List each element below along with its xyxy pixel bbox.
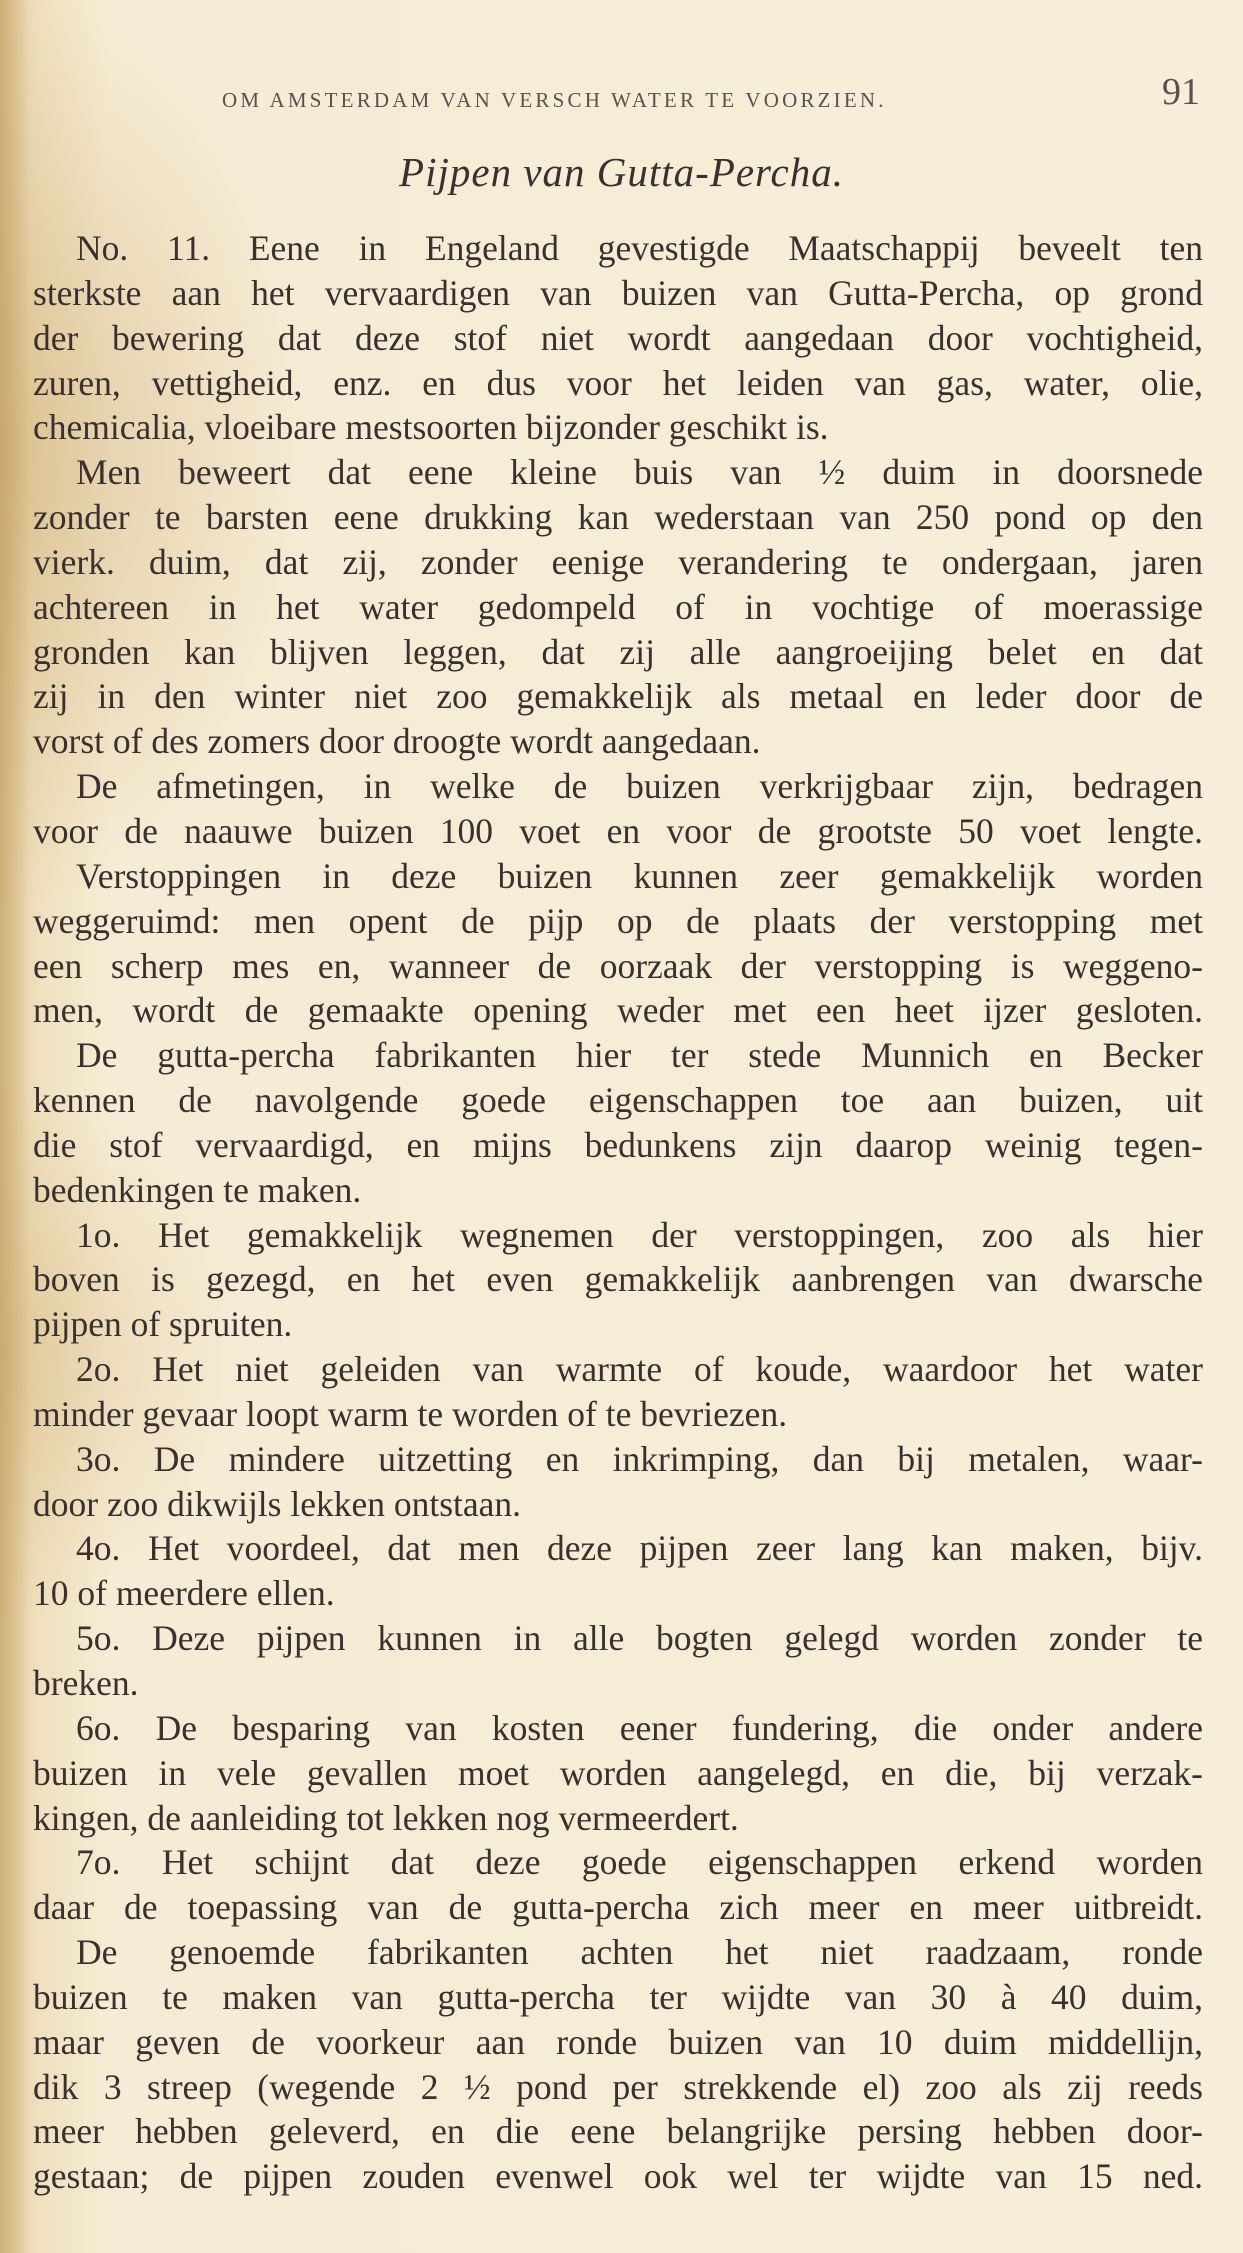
body-text xyxy=(33,226,1203,2199)
page-gutter-shading xyxy=(0,0,30,2253)
text-line: 2o. Het niet geleiden van warmte of koude, waardoor het water xyxy=(76,1349,1203,1390)
text-line: buizen te maken van gutta-percha ter wijdte van 30 à 40 duim, xyxy=(33,1976,1203,2017)
text-line: maar geven de voorkeur aan ronde buizen van 10 duim middellijn, xyxy=(33,2021,1203,2062)
text-line: sterkste aan het vervaardigen van buizen van Gutta-Percha, op grond xyxy=(33,272,1203,313)
text-line: pijpen of spruiten. xyxy=(33,1304,293,1345)
text-line: meer hebben geleverd, en die eene belangrijke persing hebben door- xyxy=(33,2111,1203,2152)
section-title: Pijpen van Gutta-Percha. xyxy=(399,149,844,195)
text-line: Verstoppingen in deze buizen kunnen zeer gemakkelijk worden xyxy=(76,855,1203,896)
text-line: buizen in vele gevallen moet worden aangelegd, en die, bij verzak- xyxy=(33,1752,1203,1793)
text-line: kennen de navolgende goede eigenschappen toe aan buizen, uit xyxy=(33,1080,1203,1121)
text-line: 3o. De mindere uitzetting en inkrimping, dan bij metalen, waar- xyxy=(76,1438,1203,1479)
text-line: men, wordt de gemaakte opening weder met een heet ijzer gesloten. xyxy=(33,990,1203,1031)
text-line: Men beweert dat eene kleine buis van ½ duim in doorsnede xyxy=(76,452,1203,493)
text-line: gestaan; de pijpen zouden evenwel ook wel ter wijdte van 15 ned. xyxy=(33,2156,1203,2197)
text-line: 1o. Het gemakkelijk wegnemen der verstoppingen, zoo als hier xyxy=(76,1214,1203,1255)
text-line: vorst of des zomers door droogte wordt aangedaan. xyxy=(33,721,761,762)
text-line: een scherp mes en, wanneer de oorzaak der verstopping is weggeno- xyxy=(33,945,1203,986)
text-line: 5o. Deze pijpen kunnen in alle bogten gelegd worden zonder te xyxy=(76,1618,1203,1659)
text-line: zuren, vettigheid, enz. en dus voor het leiden van gas, water, olie, xyxy=(33,362,1203,403)
text-line: zij in den winter niet zoo gemakkelijk als metaal en leder door de xyxy=(33,676,1203,717)
text-line: De afmetingen, in welke de buizen verkrijgbaar zijn, bedragen xyxy=(76,766,1203,807)
text-line: 4o. Het voordeel, dat men deze pijpen zeer lang kan maken, bijv. xyxy=(76,1528,1203,1569)
text-line: De gutta-percha fabrikanten hier ter stede Munnich en Becker xyxy=(76,1035,1203,1076)
text-line: De genoemde fabrikanten achten het niet raadzaam, ronde xyxy=(76,1932,1203,1973)
text-line: der bewering dat deze stof niet wordt aangedaan door vochtigheid, xyxy=(33,317,1203,358)
text-line: breken. xyxy=(33,1663,139,1703)
running-head: OM AMSTERDAM VAN VERSCH WATER TE VOORZIEN. xyxy=(222,88,887,112)
text-line: 10 of meerdere ellen. xyxy=(33,1573,335,1614)
text-line: daar de toepassing van de gutta-percha zich meer en meer uitbreidt. xyxy=(33,1887,1203,1928)
text-line: 7o. Het schijnt dat deze goede eigenschappen erkend worden xyxy=(76,1842,1203,1883)
text-line: boven is gezegd, en het even gemakkelijk aanbrengen van dwarsche xyxy=(33,1259,1203,1300)
text-line: die stof vervaardigd, en mijns bedunkens zijn daarop weinig tegen- xyxy=(33,1124,1203,1165)
text-line: vierk. duim, dat zij, zonder eenige verandering te ondergaan, jaren xyxy=(33,541,1203,582)
text-line: 6o. De besparing van kosten eener fundering, die onder andere xyxy=(76,1707,1203,1748)
text-line: weggeruimd: men opent de pijp op de plaats der verstopping met xyxy=(33,900,1203,941)
text-line: minder gevaar loopt warm te worden of te bevriezen. xyxy=(33,1393,788,1434)
text-line: zonder te barsten eene drukking kan wederstaan van 250 pond op den xyxy=(33,497,1203,538)
text-line: No. 11. Eene in Engeland gevestigde Maatschappij beveelt ten xyxy=(76,228,1203,268)
text-line: gronden kan blijven leggen, dat zij alle aangroeijing belet en dat xyxy=(33,631,1203,672)
text-line: chemicalia, vloeibare mestsoorten bijzonder geschikt is. xyxy=(33,407,829,448)
text-line: door zoo dikwijls lekken ontstaan. xyxy=(33,1483,522,1524)
text-line: kingen, de aanleiding tot lekken nog vermeerdert. xyxy=(33,1797,739,1838)
page-number: 91 xyxy=(1162,71,1200,113)
text-line: bedenkingen te maken. xyxy=(33,1169,362,1210)
text-line: voor de naauwe buizen 100 voet en voor de grootste 50 voet lengte. xyxy=(33,810,1203,851)
text-line: achtereen in het water gedompeld of in vochtige of moerassige xyxy=(33,586,1203,627)
text-line: dik 3 streep (wegende 2 ½ pond per strekkende el) zoo als zij reeds xyxy=(33,2066,1203,2107)
